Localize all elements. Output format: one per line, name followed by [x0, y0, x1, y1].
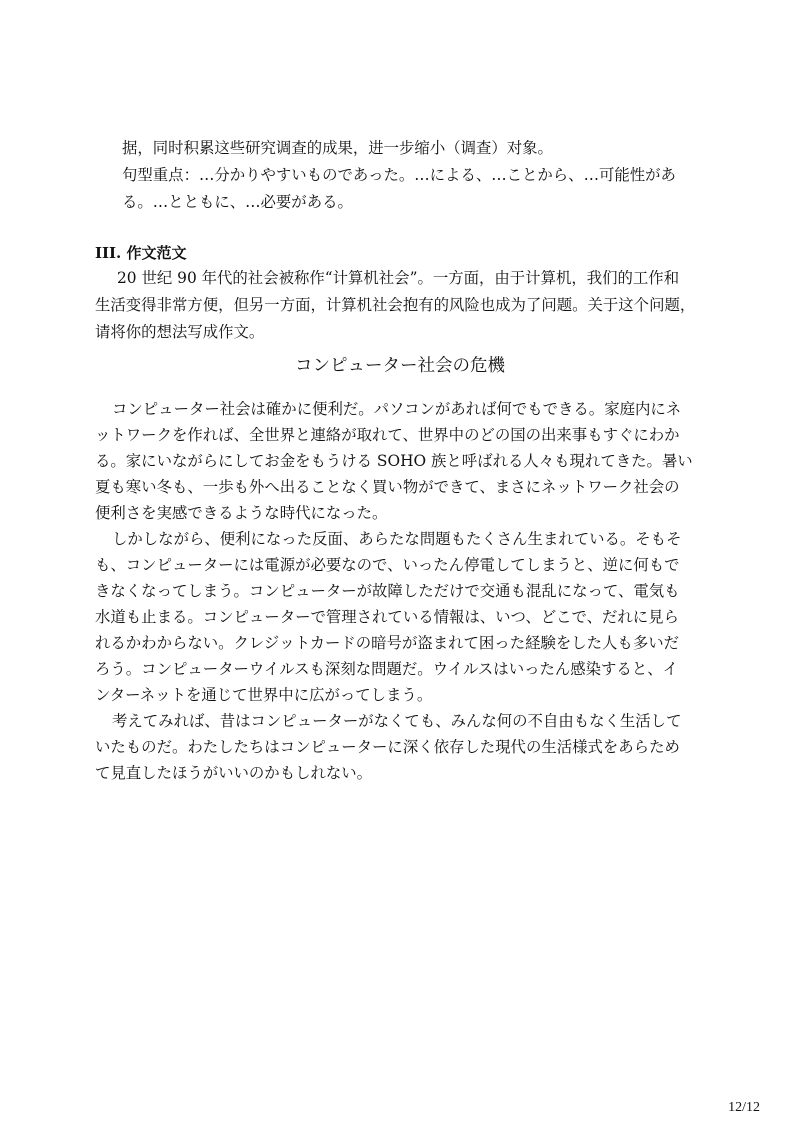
prompt-line-2: 生活变得非常方便，但另一方面，计算机社会抱有的风险也成为了问题。关于这个问题，: [95, 296, 696, 314]
essay-line-15: て見直したほうがいいのかもしれない。: [95, 764, 373, 782]
essay-line-1: コンピューター社会は確かに便利だ。パソコンがあれば何でもできる。家庭内にネ: [112, 400, 682, 418]
essay-title: コンピューター社会の危機: [295, 356, 505, 376]
intro-line-1: 据，同时积累这些研究调查的成果，进一步缩小（调查）对象。: [122, 139, 553, 157]
essay-line-4: 夏も寒い冬も、一歩も外へ出ることなく買い物ができて、まさにネットワーク社会の: [95, 478, 680, 496]
essay-line-3: る。家にいながらにしてお金をもうける SOHO 族と呼ばれる人々も現れてきた。暑い: [95, 452, 693, 470]
essay-line-8: きなくなってしまう。コンピューターが故障しただけで交通も混乱になって、電気も: [95, 582, 680, 600]
intro-line-3: る。…とともに、…必要がある。: [122, 193, 353, 211]
intro-line-2: 句型重点：…分かりやすいものであった。…による、…ことから、…可能性があ: [122, 166, 676, 184]
essay-line-5: 便利さを実感できるような時代になった。: [95, 504, 388, 522]
page-number: 12/12: [728, 1100, 760, 1115]
essay-line-10: れるかわからない。クレジットカードの暗号が盗まれて困った経験をした人も多いだ: [95, 634, 679, 652]
essay-line-7: も、コンピューターには電源が必要なので、いったん停電してしまうと、逆に何もで: [95, 556, 680, 574]
essay-line-6: しかしながら、便利になった反面、あらたな問題もたくさん生まれている。そもそ: [112, 530, 682, 548]
essay-line-12: ンターネットを通じて世界中に広がってしまう。: [95, 686, 433, 704]
essay-line-13: 考えてみれば、昔はコンピューターがなくても、みんな何の不自由もなく生活して: [112, 712, 682, 730]
essay-line-14: いたものだ。わたしたちはコンピューターに深く依存した現代の生活様式をあらため: [95, 738, 680, 756]
essay-line-2: ットワークを作れば、全世界と連絡が取れて、世界中のどの国の出来事もすぐにわか: [95, 426, 680, 444]
prompt-line-3: 请将你的想法写成作文。: [95, 323, 265, 341]
prompt-line-1: 20 世纪 90 年代的社会被称作“计算机社会”。一方面，由于计算机，我们的工作和: [117, 269, 680, 287]
essay-line-9: 水道も止まる。コンピューターで管理されている情報は、いつ、どこで、だれに見ら: [95, 608, 679, 626]
essay-line-11: ろう。コンピューターウイルスも深刻な問題だ。ウイルスはいったん感染すると、イ: [95, 660, 678, 678]
section-heading: III. 作文范文: [95, 244, 187, 262]
